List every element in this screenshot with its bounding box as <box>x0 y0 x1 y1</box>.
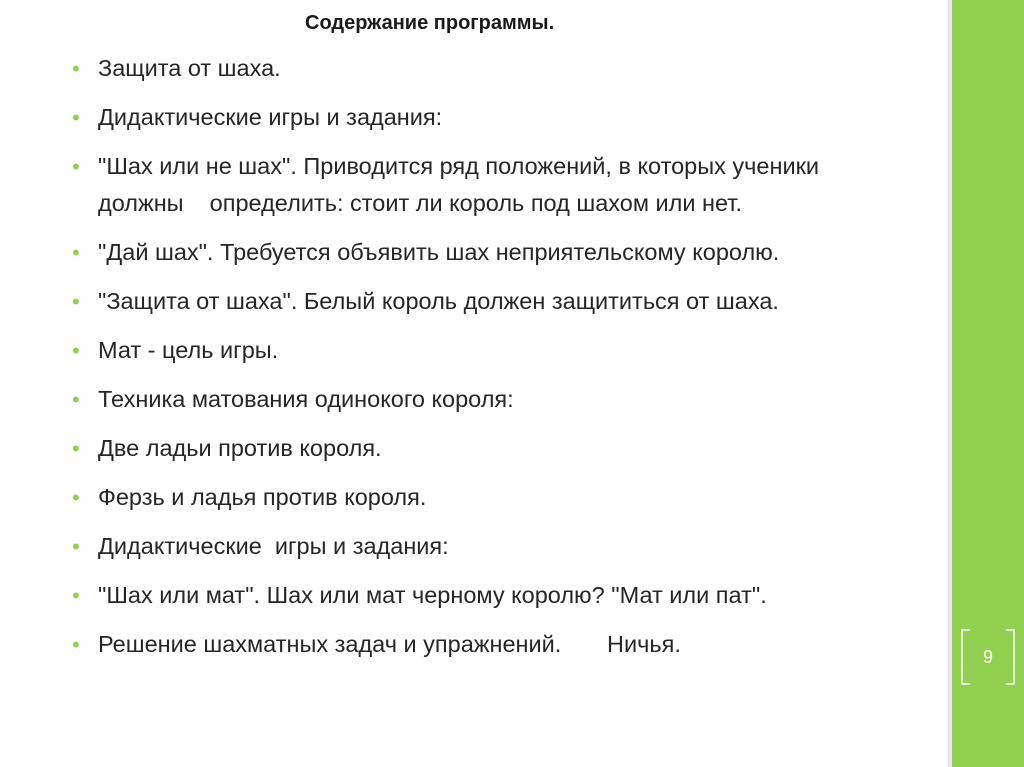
list-item <box>72 381 932 418</box>
list-item <box>72 577 932 614</box>
list-item <box>72 332 932 369</box>
bullet-icon: • <box>72 583 80 608</box>
list-item <box>72 626 932 663</box>
list-item-text: "Защита от шаха". Белый король должен защититься от шаха. <box>98 288 779 314</box>
bullet-icon: • <box>72 632 80 657</box>
page-number: 9 <box>982 647 993 667</box>
bullet-icon: • <box>72 105 80 130</box>
list-item <box>72 283 932 320</box>
list-item <box>72 528 932 565</box>
list-item <box>72 234 932 271</box>
list-item-text: Дидактические игры и задания: <box>98 533 449 559</box>
list-item <box>72 50 932 87</box>
content-list <box>72 50 932 675</box>
list-item-text: Мат - цель игры. <box>98 337 279 363</box>
bullet-icon: • <box>72 338 80 363</box>
slide-title: Содержание программы. <box>305 12 555 34</box>
bullet-icon: • <box>72 387 80 412</box>
list-item <box>72 479 932 516</box>
list-item <box>72 148 932 222</box>
list-item-text: "Шах или мат". Шах или мат черному королю? "Мат или пат". <box>98 582 767 608</box>
list-item-text: Две ладьи против короля. <box>98 435 382 461</box>
list-item-text: "Дай шах". Требуется объявить шах неприятельскому королю. <box>98 239 780 265</box>
list-item-text: Ферзь и ладья против короля. <box>98 484 427 510</box>
bullet-icon: • <box>72 154 80 179</box>
list-item-text: Дидактические игры и задания: <box>98 104 443 130</box>
bullet-icon: • <box>72 436 80 461</box>
list-item <box>72 430 932 467</box>
bullet-icon: • <box>72 240 80 265</box>
list-item-text: Защита от шаха. <box>98 55 281 81</box>
list-item-text: Техника матования одинокого короля: <box>98 386 514 412</box>
list-item-text: Решение шахматных задач и упражнений. Ничья. <box>98 631 681 657</box>
bullet-icon: • <box>72 485 80 510</box>
bullet-icon: • <box>72 534 80 559</box>
bullet-icon: • <box>72 289 80 314</box>
list-item <box>72 99 932 136</box>
list-item-text: "Шах или не шах". Приводится ряд положений, в которых ученики должны определить: стоит ли король под шахом или нет. <box>98 153 826 216</box>
bullet-icon: • <box>72 56 80 81</box>
